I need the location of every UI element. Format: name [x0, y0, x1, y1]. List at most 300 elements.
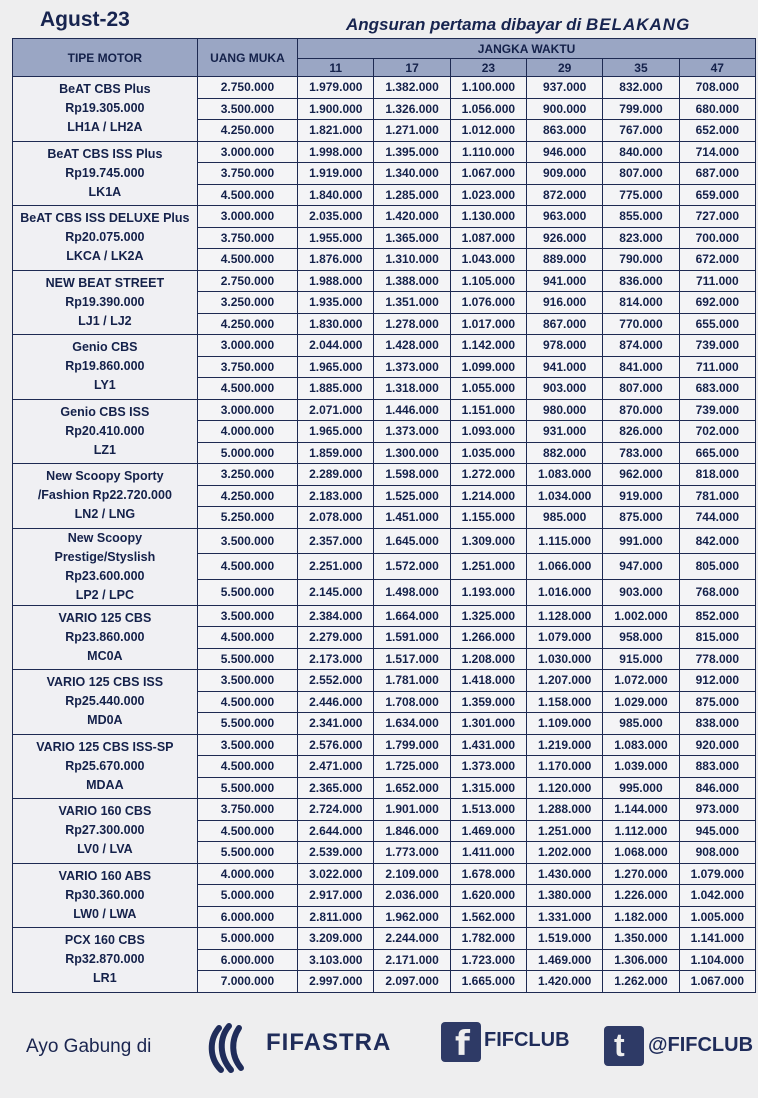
installment-cell: 1.056.000 — [450, 98, 526, 120]
installment-cell: 1.193.000 — [450, 579, 526, 605]
down-payment-cell: 3.000.000 — [197, 141, 297, 163]
down-payment-cell: 5.000.000 — [197, 885, 297, 907]
installment-cell: 1.723.000 — [450, 949, 526, 971]
installment-cell: 2.365.000 — [298, 777, 374, 799]
installment-cell: 727.000 — [679, 206, 755, 228]
table-row — [13, 270, 756, 292]
installment-cell: 903.000 — [603, 579, 679, 605]
model-line: MC0A — [87, 648, 123, 663]
installment-cell: 1.272.000 — [450, 464, 526, 486]
model-line: Rp27.300.000 — [65, 823, 145, 838]
term-header-47: 47 — [679, 59, 755, 77]
model-line: MD0A — [87, 713, 123, 728]
installment-cell: 1.207.000 — [527, 670, 603, 692]
down-payment-cell: 5.500.000 — [197, 842, 297, 864]
installment-cell: 1.326.000 — [374, 98, 450, 120]
installment-cell: 2.341.000 — [298, 713, 374, 735]
facebook-icon[interactable]: f — [441, 1022, 481, 1062]
installment-cell: 1.373.000 — [450, 756, 526, 778]
installment-cell: 1.288.000 — [527, 799, 603, 821]
model-line: New Scoopy — [67, 530, 143, 545]
table-row — [13, 670, 756, 692]
installment-cell: 1.310.000 — [374, 249, 450, 271]
installment-cell: 1.083.000 — [527, 464, 603, 486]
down-payment-cell: 3.500.000 — [197, 670, 297, 692]
installment-cell: 687.000 — [679, 163, 755, 185]
installment-cell: 875.000 — [603, 507, 679, 529]
installment-cell: 2.446.000 — [298, 691, 374, 713]
model-cell — [13, 863, 198, 928]
installment-cell: 1.900.000 — [298, 98, 374, 120]
installment-cell: 1.262.000 — [603, 971, 679, 993]
installment-cell: 2.997.000 — [298, 971, 374, 993]
installment-cell: 1.840.000 — [298, 184, 374, 206]
installment-cell: 2.576.000 — [298, 734, 374, 756]
down-payment-cell: 3.750.000 — [197, 356, 297, 378]
installment-cell: 1.781.000 — [374, 670, 450, 692]
table-row — [13, 799, 756, 821]
installment-cell: 946.000 — [527, 141, 603, 163]
installment-cell: 744.000 — [679, 507, 755, 529]
installment-cell: 1.079.000 — [679, 863, 755, 885]
model-line: VARIO 125 CBS ISS-SP — [36, 739, 174, 754]
table-row — [13, 605, 756, 627]
installment-cell: 978.000 — [527, 335, 603, 357]
facebook-handle[interactable]: FIFCLUB — [484, 1029, 570, 1051]
term-header-23: 23 — [450, 59, 526, 77]
installment-cell: 931.000 — [527, 421, 603, 443]
table-row — [13, 141, 756, 163]
down-payment-cell: 4.000.000 — [197, 863, 297, 885]
down-payment-cell: 4.500.000 — [197, 554, 297, 580]
installment-cell: 807.000 — [603, 378, 679, 400]
installment-cell: 1.451.000 — [374, 507, 450, 529]
down-payment-cell: 2.750.000 — [197, 77, 297, 99]
installment-cell: 1.158.000 — [527, 691, 603, 713]
installment-cell: 1.519.000 — [527, 928, 603, 950]
installment-cell: 1.079.000 — [527, 627, 603, 649]
installment-cell: 1.155.000 — [450, 507, 526, 529]
installment-cell: 1.120.000 — [527, 777, 603, 799]
installment-cell: 1.430.000 — [527, 863, 603, 885]
installment-cell: 2.471.000 — [298, 756, 374, 778]
installment-cell: 1.962.000 — [374, 906, 450, 928]
installment-cell: 1.110.000 — [450, 141, 526, 163]
installment-cell: 1.309.000 — [450, 528, 526, 554]
installment-cell: 945.000 — [679, 820, 755, 842]
installment-cell: 863.000 — [527, 120, 603, 142]
model-line: Rp25.670.000 — [65, 758, 145, 773]
installment-cell: 665.000 — [679, 442, 755, 464]
installment-cell: 1.498.000 — [374, 579, 450, 605]
installment-cell: 963.000 — [527, 206, 603, 228]
installment-cell: 937.000 — [527, 77, 603, 99]
installment-cell: 2.644.000 — [298, 820, 374, 842]
installment-cell: 867.000 — [527, 313, 603, 335]
installment-cell: 781.000 — [679, 485, 755, 507]
down-payment-cell: 4.500.000 — [197, 627, 297, 649]
model-line: Rp30.360.000 — [65, 887, 145, 902]
term-header-17: 17 — [374, 59, 450, 77]
model-cell — [13, 206, 198, 271]
installment-cell: 823.000 — [603, 227, 679, 249]
installment-cell: 836.000 — [603, 270, 679, 292]
model-cell — [13, 670, 198, 735]
installment-cell: 1.271.000 — [374, 120, 450, 142]
installment-cell: 1.562.000 — [450, 906, 526, 928]
installment-cell: 2.251.000 — [298, 554, 374, 580]
installment-cell: 1.885.000 — [298, 378, 374, 400]
model-cell — [13, 141, 198, 206]
installment-cell: 852.000 — [679, 605, 755, 627]
model-line: Rp23.860.000 — [65, 629, 145, 644]
installment-cell: 912.000 — [679, 670, 755, 692]
installment-cell: 2.724.000 — [298, 799, 374, 821]
installment-cell: 775.000 — [603, 184, 679, 206]
installment-cell: 985.000 — [603, 713, 679, 735]
installment-cell: 916.000 — [527, 292, 603, 314]
installment-cell: 870.000 — [603, 399, 679, 421]
installment-cell: 1.251.000 — [450, 554, 526, 580]
down-payment-cell: 4.250.000 — [197, 120, 297, 142]
installment-cell: 1.072.000 — [603, 670, 679, 692]
model-line: Prestige/Styslish — [54, 549, 156, 564]
installment-cell: 1.055.000 — [450, 378, 526, 400]
down-payment-cell: 3.000.000 — [197, 206, 297, 228]
installment-cell: 1.112.000 — [603, 820, 679, 842]
installment-cell: 1.955.000 — [298, 227, 374, 249]
installment-cell: 900.000 — [527, 98, 603, 120]
installment-cell: 1.935.000 — [298, 292, 374, 314]
model-cell — [13, 399, 198, 464]
installment-cell: 2.097.000 — [374, 971, 450, 993]
header-model: TIPE MOTOR — [13, 39, 198, 77]
down-payment-cell: 4.500.000 — [197, 249, 297, 271]
installment-cell: 778.000 — [679, 648, 755, 670]
installment-cell: 1.782.000 — [450, 928, 526, 950]
down-payment-cell: 3.750.000 — [197, 163, 297, 185]
table-row — [13, 399, 756, 421]
table-body — [13, 77, 756, 993]
installment-cell: 2.173.000 — [298, 648, 374, 670]
installment-cell: 652.000 — [679, 120, 755, 142]
payment-note — [346, 15, 690, 35]
down-payment-cell: 4.500.000 — [197, 378, 297, 400]
join-text: Ayo Gabung di — [26, 1036, 152, 1057]
down-payment-cell: 5.250.000 — [197, 507, 297, 529]
installment-cell: 1.388.000 — [374, 270, 450, 292]
installment-cell: 1.664.000 — [374, 605, 450, 627]
installment-cell: 1.142.000 — [450, 335, 526, 357]
installment-cell: 1.351.000 — [374, 292, 450, 314]
installment-cell: 1.525.000 — [374, 485, 450, 507]
installment-cell: 2.357.000 — [298, 528, 374, 554]
installment-cell: 1.170.000 — [527, 756, 603, 778]
model-line: BeAT CBS ISS Plus — [47, 146, 163, 161]
twitter-icon[interactable]: t — [604, 1026, 644, 1066]
installment-cell: 3.209.000 — [298, 928, 374, 950]
installment-cell: 1.202.000 — [527, 842, 603, 864]
installment-cell: 672.000 — [679, 249, 755, 271]
model-line: Rp25.440.000 — [65, 694, 145, 709]
model-line: VARIO 160 ABS — [58, 868, 152, 883]
model-cell — [13, 464, 198, 529]
model-line: LN2 / LNG — [74, 507, 136, 522]
installment-cell: 1.988.000 — [298, 270, 374, 292]
installment-cell: 1.099.000 — [450, 356, 526, 378]
installment-cell: 1.076.000 — [450, 292, 526, 314]
installment-cell: 1.043.000 — [450, 249, 526, 271]
model-line: Rp20.410.000 — [65, 423, 145, 438]
installment-cell: 1.300.000 — [374, 442, 450, 464]
installment-cell: 1.017.000 — [450, 313, 526, 335]
installment-cell: 2.036.000 — [374, 885, 450, 907]
installment-cell: 1.965.000 — [298, 356, 374, 378]
model-line: Genio CBS — [72, 340, 138, 355]
installment-cell: 919.000 — [603, 485, 679, 507]
installment-cell: 1.799.000 — [374, 734, 450, 756]
installment-cell: 1.373.000 — [374, 421, 450, 443]
installment-cell: 1.350.000 — [603, 928, 679, 950]
down-payment-cell: 5.500.000 — [197, 648, 297, 670]
model-line: LR1 — [93, 971, 117, 986]
installment-cell: 2.811.000 — [298, 906, 374, 928]
footer — [0, 1010, 758, 1098]
model-cell — [13, 77, 198, 142]
installment-cell: 1.830.000 — [298, 313, 374, 335]
installment-cell: 1.083.000 — [603, 734, 679, 756]
installment-cell: 1.469.000 — [450, 820, 526, 842]
fifastra-brand: FIFASTRA — [266, 1029, 392, 1056]
model-line: Rp23.600.000 — [65, 568, 145, 583]
down-payment-cell: 4.500.000 — [197, 756, 297, 778]
installment-cell: 889.000 — [527, 249, 603, 271]
installment-cell: 1.144.000 — [603, 799, 679, 821]
down-payment-cell: 3.000.000 — [197, 399, 297, 421]
installment-cell: 1.846.000 — [374, 820, 450, 842]
down-payment-cell: 3.000.000 — [197, 335, 297, 357]
installment-cell: 683.000 — [679, 378, 755, 400]
down-payment-cell: 3.250.000 — [197, 464, 297, 486]
installment-cell: 2.279.000 — [298, 627, 374, 649]
table-row — [13, 206, 756, 228]
installment-cell: 1.876.000 — [298, 249, 374, 271]
installment-cell: 815.000 — [679, 627, 755, 649]
installment-cell: 1.919.000 — [298, 163, 374, 185]
installment-cell: 874.000 — [603, 335, 679, 357]
installment-cell: 1.572.000 — [374, 554, 450, 580]
installment-cell: 1.517.000 — [374, 648, 450, 670]
installment-cell: 1.306.000 — [603, 949, 679, 971]
installment-cell: 659.000 — [679, 184, 755, 206]
installment-cell: 1.039.000 — [603, 756, 679, 778]
installment-cell: 840.000 — [603, 141, 679, 163]
installment-cell: 1.278.000 — [374, 313, 450, 335]
installment-cell: 915.000 — [603, 648, 679, 670]
installment-cell: 1.418.000 — [450, 670, 526, 692]
model-line: VARIO 125 CBS — [58, 610, 152, 625]
down-payment-cell: 3.750.000 — [197, 227, 297, 249]
model-cell — [13, 605, 198, 670]
down-payment-cell: 3.500.000 — [197, 605, 297, 627]
table-row — [13, 77, 756, 99]
installment-cell: 855.000 — [603, 206, 679, 228]
installment-cell: 1.214.000 — [450, 485, 526, 507]
installment-cell: 767.000 — [603, 120, 679, 142]
installment-cell: 1.965.000 — [298, 421, 374, 443]
installment-cell: 1.067.000 — [679, 971, 755, 993]
down-payment-cell: 5.500.000 — [197, 579, 297, 605]
model-line: PCX 160 CBS — [64, 933, 145, 948]
installment-cell: 790.000 — [603, 249, 679, 271]
installment-cell: 842.000 — [679, 528, 755, 554]
installment-cell: 991.000 — [603, 528, 679, 554]
payment-note-text: Angsuran pertama dibayar di — [346, 15, 582, 34]
header-term: JANGKA WAKTU — [298, 39, 756, 59]
installment-cell: 1.678.000 — [450, 863, 526, 885]
installment-cell: 739.000 — [679, 399, 755, 421]
installment-cell: 1.821.000 — [298, 120, 374, 142]
installment-cell: 1.141.000 — [679, 928, 755, 950]
down-payment-cell: 5.500.000 — [197, 777, 297, 799]
installment-cell: 1.901.000 — [374, 799, 450, 821]
model-line: Rp19.745.000 — [65, 165, 145, 180]
installment-cell: 692.000 — [679, 292, 755, 314]
table-row — [13, 335, 756, 357]
installment-cell: 2.078.000 — [298, 507, 374, 529]
installment-cell: 711.000 — [679, 356, 755, 378]
installment-cell: 1.395.000 — [374, 141, 450, 163]
installment-cell: 941.000 — [527, 270, 603, 292]
installment-cell: 1.109.000 — [527, 713, 603, 735]
installment-cell: 920.000 — [679, 734, 755, 756]
installment-cell: 2.183.000 — [298, 485, 374, 507]
installment-cell: 1.380.000 — [527, 885, 603, 907]
installment-cell: 1.093.000 — [450, 421, 526, 443]
installment-cell: 1.708.000 — [374, 691, 450, 713]
installment-cell: 1.620.000 — [450, 885, 526, 907]
installment-cell: 1.773.000 — [374, 842, 450, 864]
installment-cell: 714.000 — [679, 141, 755, 163]
installment-cell: 1.428.000 — [374, 335, 450, 357]
period-title: Agust-23 — [40, 8, 130, 31]
installment-cell: 1.365.000 — [374, 227, 450, 249]
installment-cell: 1.420.000 — [374, 206, 450, 228]
down-payment-cell: 6.000.000 — [197, 949, 297, 971]
installment-cell: 941.000 — [527, 356, 603, 378]
fifastra-logo-icon — [205, 1020, 253, 1076]
term-header-11: 11 — [298, 59, 374, 77]
down-payment-cell: 3.250.000 — [197, 292, 297, 314]
installment-cell: 1.469.000 — [527, 949, 603, 971]
installment-cell: 1.128.000 — [527, 605, 603, 627]
down-payment-cell: 4.500.000 — [197, 184, 297, 206]
installment-cell: 846.000 — [679, 777, 755, 799]
installment-cell: 2.244.000 — [374, 928, 450, 950]
model-line: MDAA — [86, 777, 124, 792]
installment-cell: 1.105.000 — [450, 270, 526, 292]
installment-cell: 1.067.000 — [450, 163, 526, 185]
installment-cell: 2.384.000 — [298, 605, 374, 627]
installment-cell: 1.285.000 — [374, 184, 450, 206]
installment-cell: 1.725.000 — [374, 756, 450, 778]
model-line: Rp20.075.000 — [65, 230, 145, 245]
installment-cell: 1.591.000 — [374, 627, 450, 649]
installment-cell: 985.000 — [527, 507, 603, 529]
down-payment-cell: 4.500.000 — [197, 820, 297, 842]
installment-cell: 838.000 — [679, 713, 755, 735]
model-line: Rp19.860.000 — [65, 359, 145, 374]
installment-cell: 926.000 — [527, 227, 603, 249]
model-line: LKCA / LK2A — [66, 249, 144, 264]
installment-cell: 1.634.000 — [374, 713, 450, 735]
installment-cell: 1.005.000 — [679, 906, 755, 928]
installment-cell: 875.000 — [679, 691, 755, 713]
down-payment-cell: 4.250.000 — [197, 313, 297, 335]
model-line: VARIO 160 CBS — [58, 804, 152, 819]
installment-cell: 903.000 — [527, 378, 603, 400]
installment-cell: 711.000 — [679, 270, 755, 292]
installment-cell: 799.000 — [603, 98, 679, 120]
installment-cell: 3.022.000 — [298, 863, 374, 885]
installment-cell: 1.029.000 — [603, 691, 679, 713]
installment-cell: 1.325.000 — [450, 605, 526, 627]
model-line: Rp19.305.000 — [65, 101, 145, 116]
down-payment-cell: 3.500.000 — [197, 734, 297, 756]
installment-cell: 1.331.000 — [527, 906, 603, 928]
model-line: LK1A — [88, 184, 122, 199]
installment-cell: 1.998.000 — [298, 141, 374, 163]
table-row — [13, 464, 756, 486]
installment-cell: 2.071.000 — [298, 399, 374, 421]
installment-cell: 1.446.000 — [374, 399, 450, 421]
installment-cell: 882.000 — [527, 442, 603, 464]
installment-cell: 872.000 — [527, 184, 603, 206]
down-payment-cell: 3.500.000 — [197, 528, 297, 554]
model-line: NEW BEAT STREET — [45, 275, 165, 290]
installment-cell: 1.373.000 — [374, 356, 450, 378]
installment-cell: 1.002.000 — [603, 605, 679, 627]
installment-cell: 1.382.000 — [374, 77, 450, 99]
installment-cell: 1.182.000 — [603, 906, 679, 928]
model-line: LY1 — [93, 378, 116, 393]
down-payment-cell: 5.500.000 — [197, 713, 297, 735]
installment-cell: 2.145.000 — [298, 579, 374, 605]
installment-cell: 739.000 — [679, 335, 755, 357]
payment-note-emphasis: BELAKANG — [585, 15, 691, 34]
installment-cell: 908.000 — [679, 842, 755, 864]
installment-cell: 1.266.000 — [450, 627, 526, 649]
model-cell — [13, 734, 198, 799]
down-payment-cell: 6.000.000 — [197, 906, 297, 928]
down-payment-cell: 4.000.000 — [197, 421, 297, 443]
installment-cell: 2.171.000 — [374, 949, 450, 971]
twitter-handle[interactable]: @FIFCLUB — [648, 1034, 754, 1056]
model-line: LH1A / LH2A — [67, 120, 143, 135]
installment-cell: 708.000 — [679, 77, 755, 99]
down-payment-cell: 3.750.000 — [197, 799, 297, 821]
installment-cell: 2.539.000 — [298, 842, 374, 864]
model-cell — [13, 928, 198, 993]
installment-cell: 995.000 — [603, 777, 679, 799]
installment-cell: 807.000 — [603, 163, 679, 185]
model-cell — [13, 335, 198, 400]
installment-cell: 980.000 — [527, 399, 603, 421]
installment-cell: 3.103.000 — [298, 949, 374, 971]
installment-table — [12, 38, 756, 993]
model-cell — [13, 528, 198, 605]
installment-cell: 1.359.000 — [450, 691, 526, 713]
